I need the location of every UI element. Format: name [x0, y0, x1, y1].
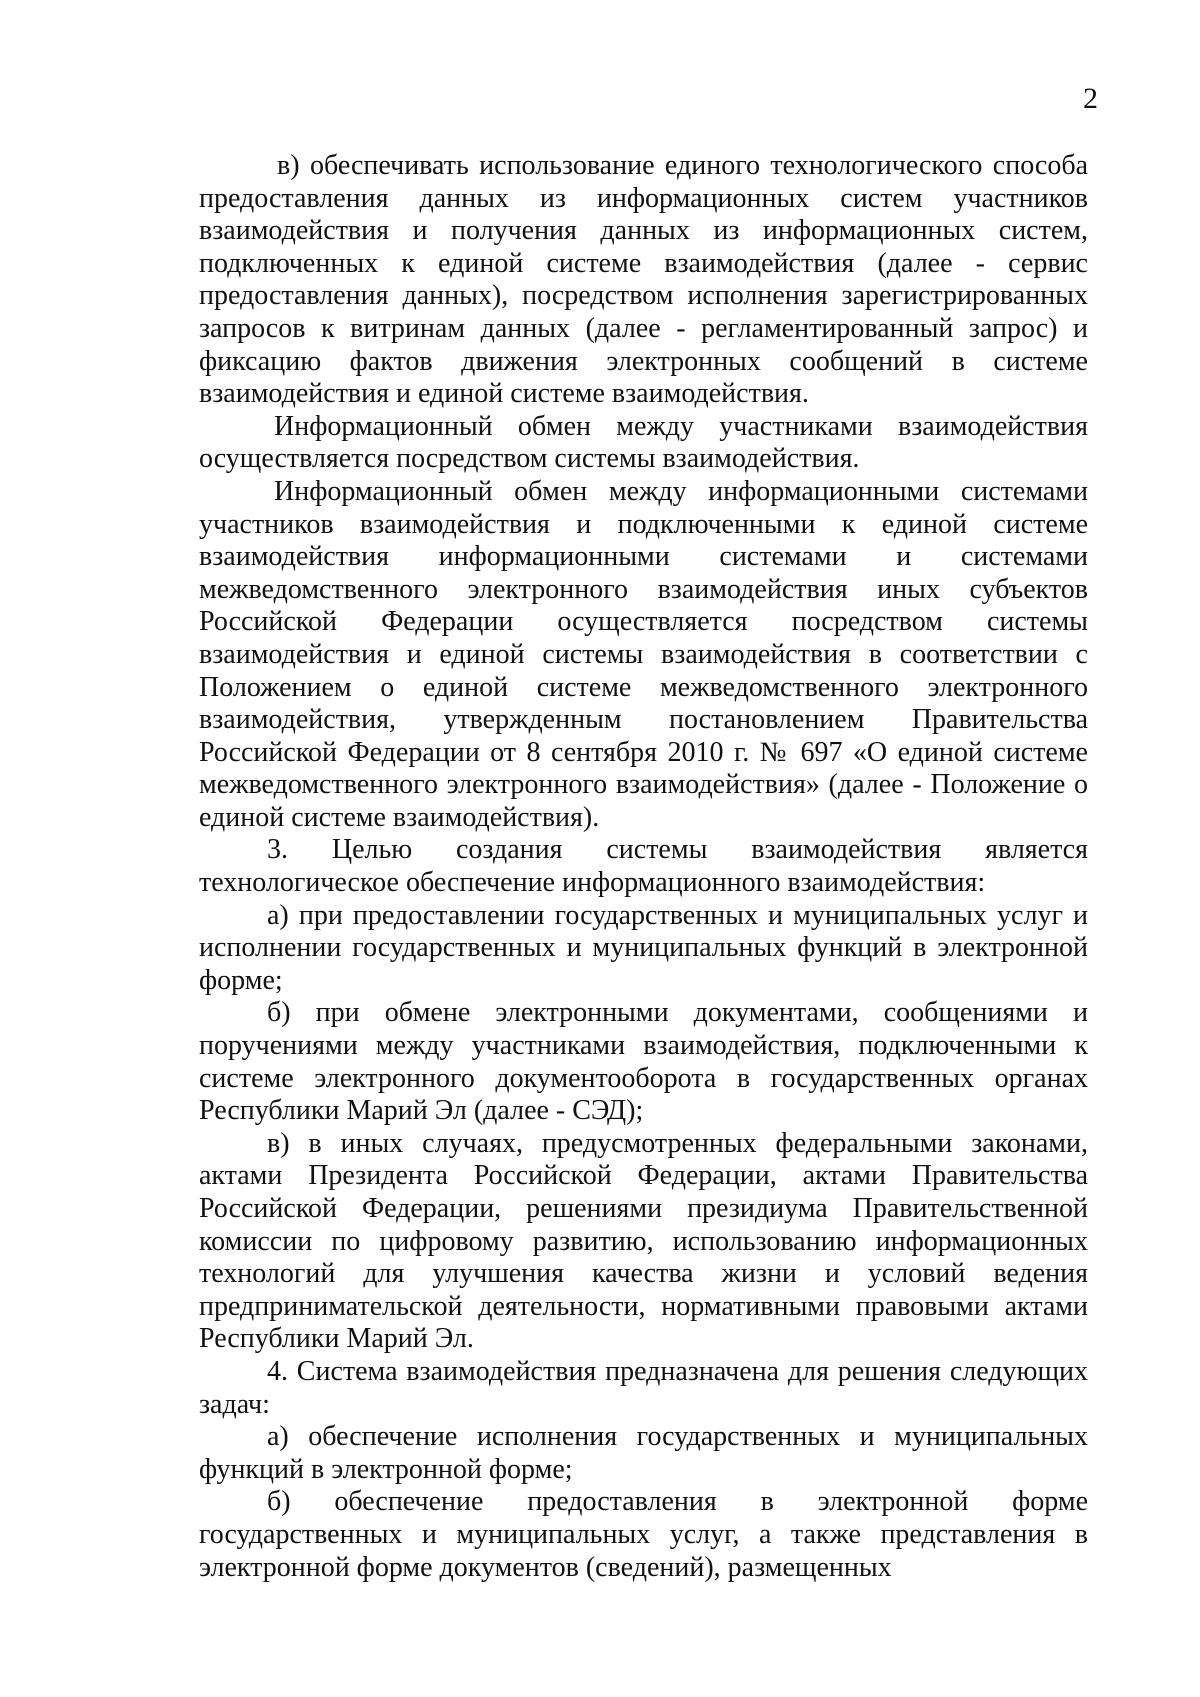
paragraph-section-3-goal: 3. Целью создания системы взаимодействия является технологическое обеспечение информационного взаимодействия: — [199, 834, 1088, 899]
paragraph-section-3-item-b: б) при обмене электронными документами, сообщениями и поручениями между участниками взаимодействия, подключенными к системе электронного документооборота в государственных органах Республики Марий Эл (далее - СЭД); — [199, 997, 1088, 1127]
paragraph-section-3-item-v: в) в иных случаях, предусмотренных федеральными законами, актами Президента Российской Федерации, актами Правительства Российской Федерации, решениями президиума Правительственной комиссии по цифровому развитию, использованию информационных технологий для улучшения качества жизни и условий ведения предпринимательской деятельности, нормативными правовыми актами Республики Марий Эл. — [199, 1127, 1088, 1355]
paragraph-section-4-item-b: б) обеспечение предоставления в электронной форме государственных и муниципальных услуг, а также представления в электронной форме документов (сведений), размещенных — [199, 1486, 1088, 1583]
paragraph-information-exchange-systems: Информационный обмен между информационными системами участников взаимодействия и подключенными к единой системе взаимодействия информационными системами и системами межведомственного электронного взаимодействия иных субъектов Российской Федерации осуществляется посредством системы взаимодействия и единой системы взаимодействия в соответствии с Положением о единой системе межведомственного электронного взаимодействия, утвержденным постановлением Правительства Российской Федерации от 8 сентября 2010 г. № 697 «О единой системе межведомственного электронного взаимодействия» (далее - Положение о единой системе взаимодействия). — [199, 475, 1088, 833]
paragraph-information-exchange-participants: Информационный обмен между участниками взаимодействия осуществляется посредством системы взаимодействия. — [199, 410, 1088, 475]
document-body — [199, 150, 1088, 1584]
paragraph-section-4-tasks: 4. Система взаимодействия предназначена для решения следующих задач: — [199, 1355, 1088, 1420]
paragraph-item-v-technological-method: в) обеспечивать использование единого технологического способа предоставления данных из информационных систем участников взаимодействия и получения данных из информационных систем, подключенных к единой системе взаимодействия (далее - сервис предоставления данных), посредством исполнения зарегистрированных запросов к витринам данных (далее - регламентированный запрос) и фиксацию фактов движения электронных сообщений в системе взаимодействия и единой системе взаимодействия. — [199, 150, 1088, 410]
paragraph-section-4-item-a: а) обеспечение исполнения государственных и муниципальных функций в электронной форме; — [199, 1421, 1088, 1485]
page-number: 2 — [1083, 82, 1098, 115]
paragraph-section-3-item-a: а) при предоставлении государственных и муниципальных услуг и исполнении государственных и муниципальных функций в электронной форме; — [199, 899, 1088, 996]
